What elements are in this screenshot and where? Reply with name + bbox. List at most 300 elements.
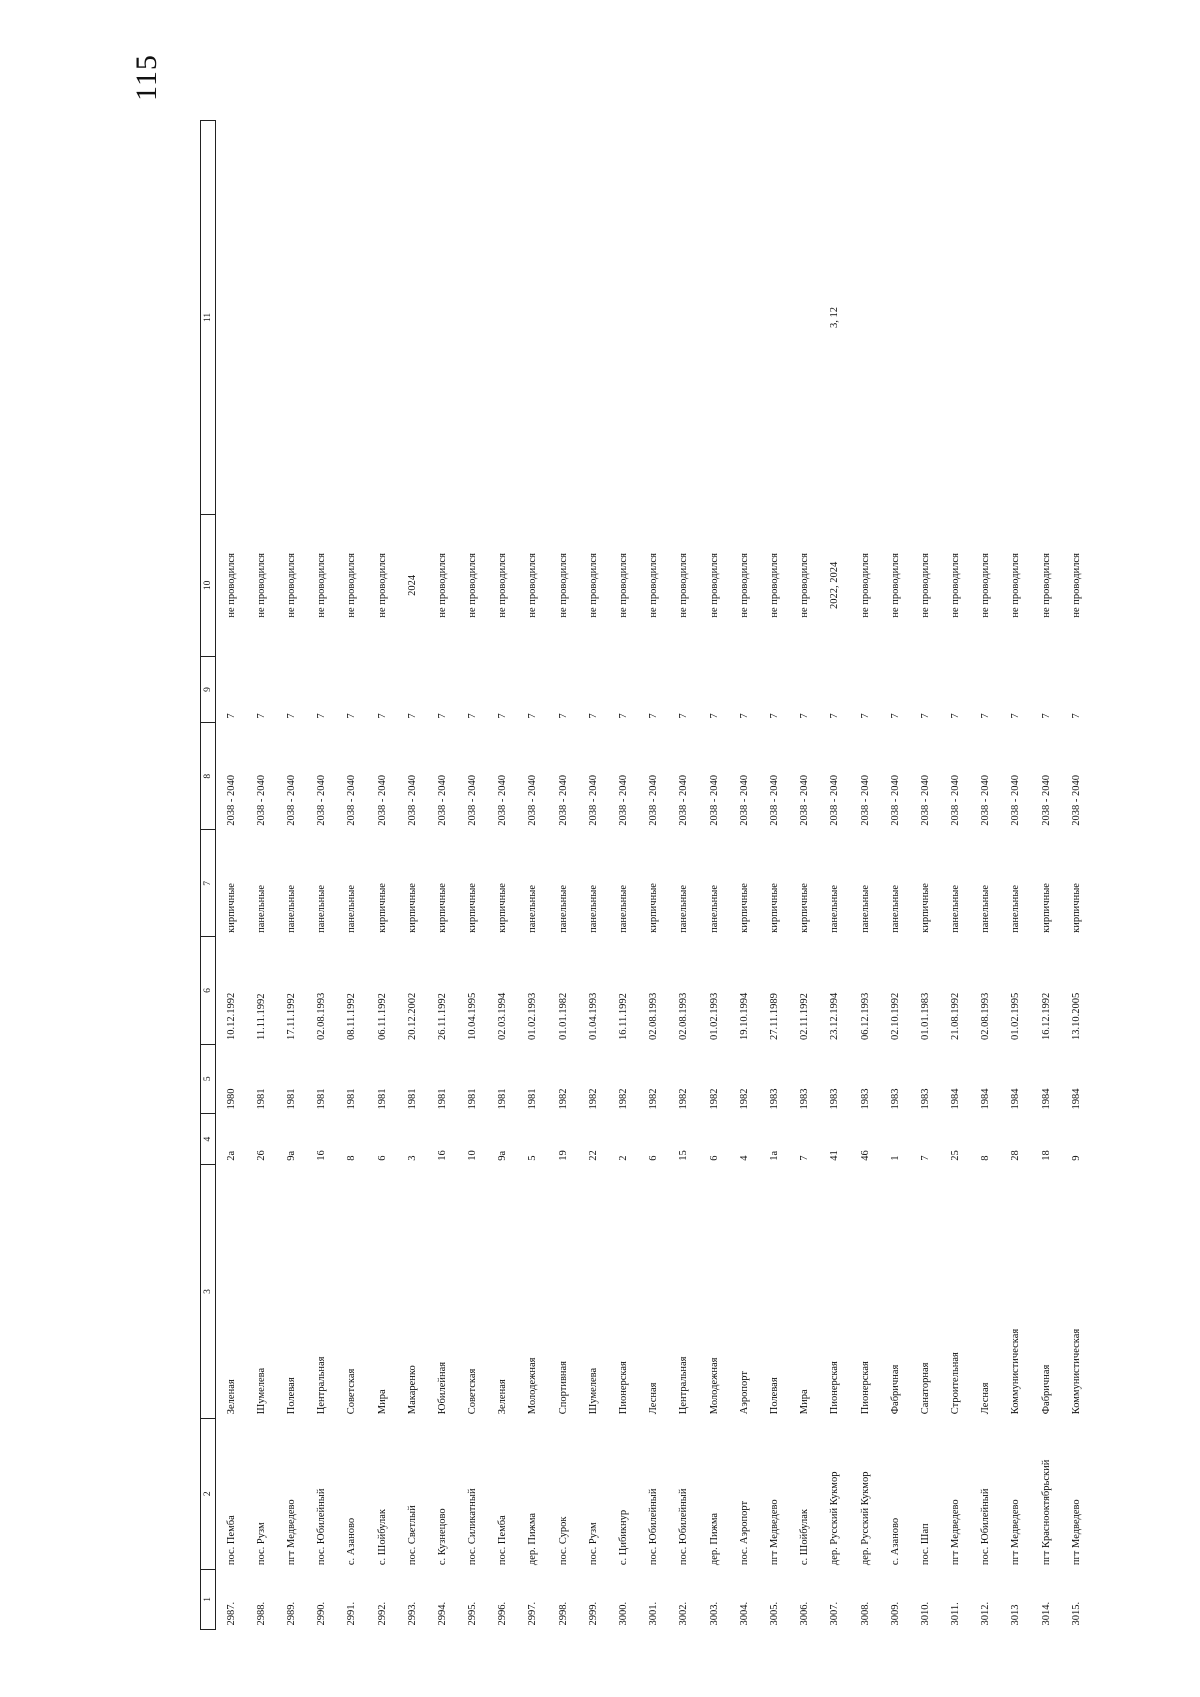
registration-date-cell: 19.10.1994 [738, 992, 750, 1041]
column-header: 11 [201, 121, 216, 515]
record-number-cell: 3005. [768, 1601, 780, 1626]
column-9-value-cell: 7 [919, 713, 931, 719]
column-11-value-cell [971, 121, 1001, 515]
column-11-value-cell [276, 121, 306, 515]
repair-period-cell: 2038 - 2040 [889, 775, 901, 826]
last-repair-cell: не проводился [346, 553, 358, 618]
build-year-cell: 1984 [950, 1088, 962, 1110]
repair-period-cell: 2038 - 2040 [436, 775, 448, 826]
record-number-cell: 3009. [889, 1601, 901, 1626]
registration-date-cell: 21.08.1992 [950, 992, 962, 1041]
build-year-cell: 1983 [829, 1088, 841, 1110]
register-table-frame [200, 120, 1200, 1630]
column-11-value-cell [790, 121, 820, 515]
repair-period-cell: 2038 - 2040 [648, 775, 660, 826]
repair-period-cell: 2038 - 2040 [346, 775, 358, 826]
column-number-row [201, 121, 216, 1630]
street-cell: Пионерская [829, 1361, 841, 1415]
registration-date-cell: 02.08.1993 [980, 992, 992, 1041]
registration-date-cell: 11.11.1992 [255, 993, 267, 1041]
settlement-cell: пос. Юбилейный [648, 1488, 660, 1566]
settlement-cell: пгт Медведево [285, 1499, 297, 1566]
column-9-value-cell: 7 [618, 713, 630, 719]
column-9-value-cell: 7 [1070, 713, 1082, 719]
street-cell: Юбилейная [436, 1361, 448, 1415]
registration-date-cell: 01.02.1993 [527, 992, 539, 1041]
repair-period-cell: 2038 - 2040 [829, 775, 841, 826]
column-header: 7 [201, 830, 216, 937]
table-row [1001, 121, 1031, 1630]
column-9-value-cell: 7 [527, 713, 539, 719]
house-number-cell: 1 [889, 1155, 901, 1161]
registration-date-cell: 02.10.1992 [889, 992, 901, 1041]
registration-date-cell: 20.12.2002 [406, 992, 418, 1041]
street-cell: Пионерская [859, 1361, 871, 1415]
wall-material-cell: панельные [889, 884, 901, 933]
last-repair-cell: не проводился [285, 553, 297, 618]
record-number-cell: 2996. [497, 1601, 509, 1626]
wall-material-cell: панельные [980, 884, 992, 933]
last-repair-cell: не проводился [587, 553, 599, 618]
registration-date-cell: 01.04.1993 [587, 992, 599, 1041]
table-row [850, 121, 880, 1630]
wall-material-cell: панельные [527, 884, 539, 933]
wall-material-cell: кирпичные [799, 883, 811, 933]
wall-material-cell: кирпичные [1070, 883, 1082, 933]
record-number-cell: 3003. [708, 1601, 720, 1626]
record-number-cell: 3012. [980, 1601, 992, 1626]
wall-material-cell: кирпичные [376, 883, 388, 933]
registration-date-cell: 06.11.1992 [376, 993, 388, 1041]
last-repair-cell: не проводился [768, 553, 780, 618]
street-cell: Пионерская [618, 1361, 630, 1415]
settlement-cell: пос. Аэропорт [738, 1500, 750, 1566]
table-row [699, 121, 729, 1630]
table-row [397, 121, 427, 1630]
repair-period-cell: 2038 - 2040 [980, 775, 992, 826]
column-11-value-cell [548, 121, 578, 515]
table-row [548, 121, 578, 1630]
registration-date-cell: 01.01.1982 [557, 992, 569, 1041]
table-row [729, 121, 759, 1630]
wall-material-cell: панельные [829, 884, 841, 933]
build-year-cell: 1982 [557, 1088, 569, 1110]
wall-material-cell: кирпичные [225, 883, 237, 933]
record-number-cell: 3007. [829, 1601, 841, 1626]
column-9-value-cell: 7 [587, 713, 599, 719]
street-cell: Шумелева [255, 1367, 267, 1415]
column-11-value-cell [729, 121, 759, 515]
house-number-cell: 26 [255, 1150, 267, 1161]
table-row [518, 121, 548, 1630]
build-year-cell: 1981 [467, 1088, 479, 1110]
registration-date-cell: 02.08.1993 [678, 992, 690, 1041]
build-year-cell: 1983 [889, 1088, 901, 1110]
house-number-cell: 10 [467, 1150, 479, 1161]
registration-date-cell: 02.03.1994 [497, 992, 509, 1041]
last-repair-cell: не проводился [738, 553, 750, 618]
wall-material-cell: кирпичные [738, 883, 750, 933]
house-number-cell: 8 [980, 1155, 992, 1161]
registration-date-cell: 01.02.1993 [708, 992, 720, 1041]
last-repair-cell: не проводился [225, 553, 237, 618]
wall-material-cell: панельные [1010, 884, 1022, 933]
table-row [880, 121, 910, 1630]
last-repair-cell: не проводился [1010, 553, 1022, 618]
record-number-cell: 2988. [255, 1601, 267, 1626]
registration-date-cell: 10.12.1992 [225, 992, 237, 1041]
column-header: 1 [201, 1569, 216, 1629]
repair-period-cell: 2038 - 2040 [618, 775, 630, 826]
record-number-cell: 3013 [1010, 1604, 1022, 1626]
settlement-cell: пос. Рузм [587, 1522, 599, 1566]
repair-period-cell: 2038 - 2040 [376, 775, 388, 826]
registration-date-cell: 16.11.1992 [618, 993, 630, 1041]
table-row [1031, 121, 1061, 1630]
wall-material-cell: панельные [587, 884, 599, 933]
street-cell: Коммунистическая [1010, 1328, 1022, 1415]
build-year-cell: 1981 [285, 1088, 297, 1110]
settlement-cell: пос. Рузм [255, 1522, 267, 1566]
last-repair-cell: не проводился [1040, 553, 1052, 618]
column-11-value-cell [1001, 121, 1031, 515]
street-cell: Фабричная [889, 1364, 901, 1415]
house-number-cell: 25 [950, 1150, 962, 1161]
wall-material-cell: кирпичные [436, 883, 448, 933]
column-11-value-cell [1031, 121, 1061, 515]
settlement-cell: пос. Сурок [557, 1516, 569, 1566]
build-year-cell: 1982 [648, 1088, 660, 1110]
column-11-value-cell: 3, 12 [829, 306, 841, 328]
build-year-cell: 1981 [527, 1088, 539, 1110]
build-year-cell: 1981 [497, 1088, 509, 1110]
last-repair-cell: не проводился [1070, 553, 1082, 618]
registration-date-cell: 23.12.1994 [829, 992, 841, 1041]
street-cell: Мира [799, 1389, 811, 1415]
column-9-value-cell: 7 [859, 713, 871, 719]
house-number-cell: 18 [1040, 1150, 1052, 1161]
street-cell: Советская [346, 1368, 358, 1415]
last-repair-cell: не проводился [436, 553, 448, 618]
repair-period-cell: 2038 - 2040 [768, 775, 780, 826]
column-9-value-cell: 7 [799, 713, 811, 719]
record-number-cell: 2991. [346, 1601, 358, 1626]
last-repair-cell: не проводился [255, 553, 267, 618]
table-row [367, 121, 397, 1630]
column-11-value-cell [699, 121, 729, 515]
last-repair-cell: 2022, 2024 [829, 561, 841, 609]
column-11-value-cell [880, 121, 910, 515]
column-9-value-cell: 7 [1010, 713, 1022, 719]
house-number-cell: 8 [346, 1155, 358, 1161]
column-9-value-cell: 7 [678, 713, 690, 719]
last-repair-cell: не проводился [919, 553, 931, 618]
repair-period-cell: 2038 - 2040 [1040, 775, 1052, 826]
column-11-value-cell [639, 121, 669, 515]
table-row [488, 121, 518, 1630]
table-row [759, 121, 789, 1630]
last-repair-cell: не проводился [799, 553, 811, 618]
table-row [337, 121, 367, 1630]
build-year-cell: 1982 [587, 1088, 599, 1110]
registration-date-cell: 27.11.1989 [768, 993, 780, 1041]
house-number-cell: 16 [316, 1150, 328, 1161]
page-number: 115 [130, 54, 163, 101]
street-cell: Центральная [678, 1356, 690, 1415]
repair-period-cell: 2038 - 2040 [316, 775, 328, 826]
column-11-value-cell [397, 121, 427, 515]
registration-date-cell: 10.04.1995 [467, 992, 479, 1041]
house-number-cell: 9а [285, 1150, 297, 1161]
column-11-value-cell [850, 121, 880, 515]
last-repair-cell: не проводился [678, 553, 690, 618]
column-9-value-cell: 7 [768, 713, 780, 719]
repair-period-cell: 2038 - 2040 [255, 775, 267, 826]
column-9-value-cell: 7 [648, 713, 660, 719]
house-number-cell: 46 [859, 1150, 871, 1161]
build-year-cell: 1981 [316, 1088, 328, 1110]
build-year-cell: 1983 [799, 1088, 811, 1110]
registration-date-cell: 17.11.1992 [285, 993, 297, 1041]
house-number-cell: 6 [708, 1155, 720, 1161]
build-year-cell: 1983 [768, 1088, 780, 1110]
street-cell: Спортивная [557, 1360, 569, 1415]
house-number-cell: 2а [225, 1150, 237, 1161]
settlement-cell: пос. Силикатный [467, 1488, 479, 1566]
house-number-cell: 15 [678, 1150, 690, 1161]
column-11-value-cell [307, 121, 337, 515]
column-header: 10 [201, 514, 216, 656]
house-number-cell: 5 [527, 1155, 539, 1161]
build-year-cell: 1981 [406, 1088, 418, 1110]
table-row [246, 121, 276, 1630]
wall-material-cell: панельные [557, 884, 569, 933]
column-11-value-cell [216, 121, 247, 515]
wall-material-cell: панельные [708, 884, 720, 933]
house-number-cell: 2 [618, 1155, 630, 1161]
settlement-cell: пос. Юбилейный [316, 1488, 328, 1566]
settlement-cell: с. Цибикнур [618, 1509, 630, 1566]
repair-period-cell: 2038 - 2040 [557, 775, 569, 826]
settlement-cell: пгт Медведево [950, 1499, 962, 1566]
last-repair-cell: не проводился [618, 553, 630, 618]
house-number-cell: 9а [497, 1150, 509, 1161]
column-header: 8 [201, 723, 216, 830]
street-cell: Лесная [980, 1382, 992, 1415]
last-repair-cell: не проводился [980, 553, 992, 618]
table-row [820, 121, 850, 1630]
registration-date-cell: 01.01.1983 [919, 992, 931, 1041]
settlement-cell: с. Шойбулак [376, 1509, 388, 1566]
repair-period-cell: 2038 - 2040 [285, 775, 297, 826]
column-11-value-cell [367, 121, 397, 515]
column-9-value-cell: 7 [1040, 713, 1052, 719]
house-number-cell: 16 [436, 1150, 448, 1161]
house-number-cell: 6 [648, 1155, 660, 1161]
house-number-cell: 1а [768, 1150, 780, 1161]
settlement-cell: пгт Медведево [1010, 1499, 1022, 1566]
table-row [910, 121, 940, 1630]
table-row [307, 121, 337, 1630]
registration-date-cell: 02.08.1993 [316, 992, 328, 1041]
wall-material-cell: кирпичные [497, 883, 509, 933]
column-9-value-cell: 7 [436, 713, 448, 719]
repair-period-cell: 2038 - 2040 [587, 775, 599, 826]
repair-period-cell: 2038 - 2040 [859, 775, 871, 826]
last-repair-cell: не проводился [376, 553, 388, 618]
wall-material-cell: кирпичные [648, 883, 660, 933]
build-year-cell: 1982 [678, 1088, 690, 1110]
settlement-cell: пос. Пемба [497, 1515, 509, 1566]
column-9-value-cell: 7 [889, 713, 901, 719]
record-number-cell: 3014. [1040, 1601, 1052, 1626]
column-11-value-cell [578, 121, 608, 515]
column-11-value-cell [427, 121, 457, 515]
last-repair-cell: не проводился [859, 553, 871, 618]
settlement-cell: пос. Пемба [225, 1515, 237, 1566]
wall-material-cell: панельные [316, 884, 328, 933]
street-cell: Полевая [285, 1377, 297, 1415]
repair-period-cell: 2038 - 2040 [1070, 775, 1082, 826]
table-row [276, 121, 306, 1630]
record-number-cell: 3006. [799, 1601, 811, 1626]
registration-date-cell: 16.12.1992 [1040, 992, 1052, 1041]
record-number-cell: 3015. [1070, 1601, 1082, 1626]
record-number-cell: 2990. [316, 1601, 328, 1626]
column-9-value-cell: 7 [557, 713, 569, 719]
column-header: 9 [201, 656, 216, 722]
repair-period-cell: 2038 - 2040 [919, 775, 931, 826]
column-11-value-cell [759, 121, 789, 515]
wall-material-cell: панельные [285, 884, 297, 933]
table-row [578, 121, 608, 1630]
street-cell: Зеленая [225, 1379, 237, 1415]
column-header: 5 [201, 1044, 216, 1113]
street-cell: Макаренко [406, 1365, 418, 1415]
street-cell: Фабричная [1040, 1364, 1052, 1415]
build-year-cell: 1981 [376, 1088, 388, 1110]
column-9-value-cell: 7 [225, 713, 237, 719]
settlement-cell: пос. Юбилейный [980, 1488, 992, 1566]
column-11-value-cell [669, 121, 699, 515]
column-11-value-cell [910, 121, 940, 515]
street-cell: Советская [467, 1368, 479, 1415]
settlement-cell: дер. Пижма [527, 1512, 539, 1566]
last-repair-cell: не проводился [708, 553, 720, 618]
column-9-value-cell: 7 [950, 713, 962, 719]
repair-period-cell: 2038 - 2040 [225, 775, 237, 826]
repair-period-cell: 2038 - 2040 [950, 775, 962, 826]
wall-material-cell: кирпичные [406, 883, 418, 933]
column-9-value-cell: 7 [406, 713, 418, 719]
last-repair-cell: не проводился [557, 553, 569, 618]
column-11-value-cell [608, 121, 638, 515]
column-header: 4 [201, 1113, 216, 1164]
settlement-cell: дер. Русский Кукмор [859, 1471, 871, 1566]
repair-period-cell: 2038 - 2040 [799, 775, 811, 826]
settlement-cell: с. Азаново [346, 1517, 358, 1566]
build-year-cell: 1984 [1040, 1088, 1052, 1110]
registration-date-cell: 08.11.1992 [346, 993, 358, 1041]
table-row [458, 121, 488, 1630]
column-9-value-cell: 7 [285, 713, 297, 719]
settlement-cell: с. Кузнецово [436, 1508, 448, 1566]
wall-material-cell: панельные [859, 884, 871, 933]
settlement-cell: пос. Юбилейный [678, 1488, 690, 1566]
column-9-value-cell: 7 [316, 713, 328, 719]
last-repair-cell: не проводился [950, 553, 962, 618]
house-number-cell: 22 [587, 1150, 599, 1161]
house-number-cell: 3 [406, 1155, 418, 1161]
wall-material-cell: панельные [950, 884, 962, 933]
wall-material-cell: кирпичные [467, 883, 479, 933]
wall-material-cell: кирпичные [1040, 883, 1052, 933]
house-number-cell: 19 [557, 1150, 569, 1161]
column-header: 2 [201, 1418, 216, 1569]
table-body [216, 121, 1092, 1630]
record-number-cell: 2993. [406, 1601, 418, 1626]
table-row [971, 121, 1001, 1630]
wall-material-cell: панельные [678, 884, 690, 933]
column-9-value-cell: 7 [708, 713, 720, 719]
build-year-cell: 1984 [1010, 1088, 1022, 1110]
house-number-cell: 28 [1010, 1150, 1022, 1161]
build-year-cell: 1984 [980, 1088, 992, 1110]
wall-material-cell: кирпичные [919, 883, 931, 933]
last-repair-cell: не проводился [527, 553, 539, 618]
record-number-cell: 3004. [738, 1601, 750, 1626]
last-repair-cell: не проводился [497, 553, 509, 618]
record-number-cell: 2998. [557, 1601, 569, 1626]
build-year-cell: 1981 [436, 1088, 448, 1110]
registration-date-cell: 13.10.2005 [1070, 992, 1082, 1041]
settlement-cell: пгт Медведево [768, 1499, 780, 1566]
wall-material-cell: панельные [346, 884, 358, 933]
column-11-value-cell [941, 121, 971, 515]
repair-period-cell: 2038 - 2040 [708, 775, 720, 826]
build-year-cell: 1982 [738, 1088, 750, 1110]
house-number-cell: 9 [1070, 1155, 1082, 1161]
wall-material-cell: панельные [618, 884, 630, 933]
repair-period-cell: 2038 - 2040 [497, 775, 509, 826]
house-number-cell: 6 [376, 1155, 388, 1161]
house-number-cell: 7 [799, 1155, 811, 1161]
column-9-value-cell: 7 [497, 713, 509, 719]
last-repair-cell: не проводился [648, 553, 660, 618]
column-11-value-cell [488, 121, 518, 515]
housing-register-table [200, 120, 1091, 1630]
settlement-cell: дер. Русский Кукмор [829, 1471, 841, 1566]
build-year-cell: 1983 [919, 1088, 931, 1110]
registration-date-cell: 01.02.1995 [1010, 992, 1022, 1041]
street-cell: Центральная [316, 1356, 328, 1415]
settlement-cell: пос. Шап [919, 1523, 931, 1566]
build-year-cell: 1981 [255, 1088, 267, 1110]
record-number-cell: 3010. [919, 1601, 931, 1626]
street-cell: Полевая [768, 1377, 780, 1415]
record-number-cell: 3002. [678, 1601, 690, 1626]
registration-date-cell: 06.12.1993 [859, 992, 871, 1041]
repair-period-cell: 2038 - 2040 [678, 775, 690, 826]
table-row [216, 121, 247, 1630]
record-number-cell: 2992. [376, 1601, 388, 1626]
last-repair-cell: не проводился [889, 553, 901, 618]
column-9-value-cell: 7 [738, 713, 750, 719]
record-number-cell: 3008. [859, 1601, 871, 1626]
street-cell: Лесная [648, 1382, 660, 1415]
table-row [608, 121, 638, 1630]
build-year-cell: 1982 [618, 1088, 630, 1110]
